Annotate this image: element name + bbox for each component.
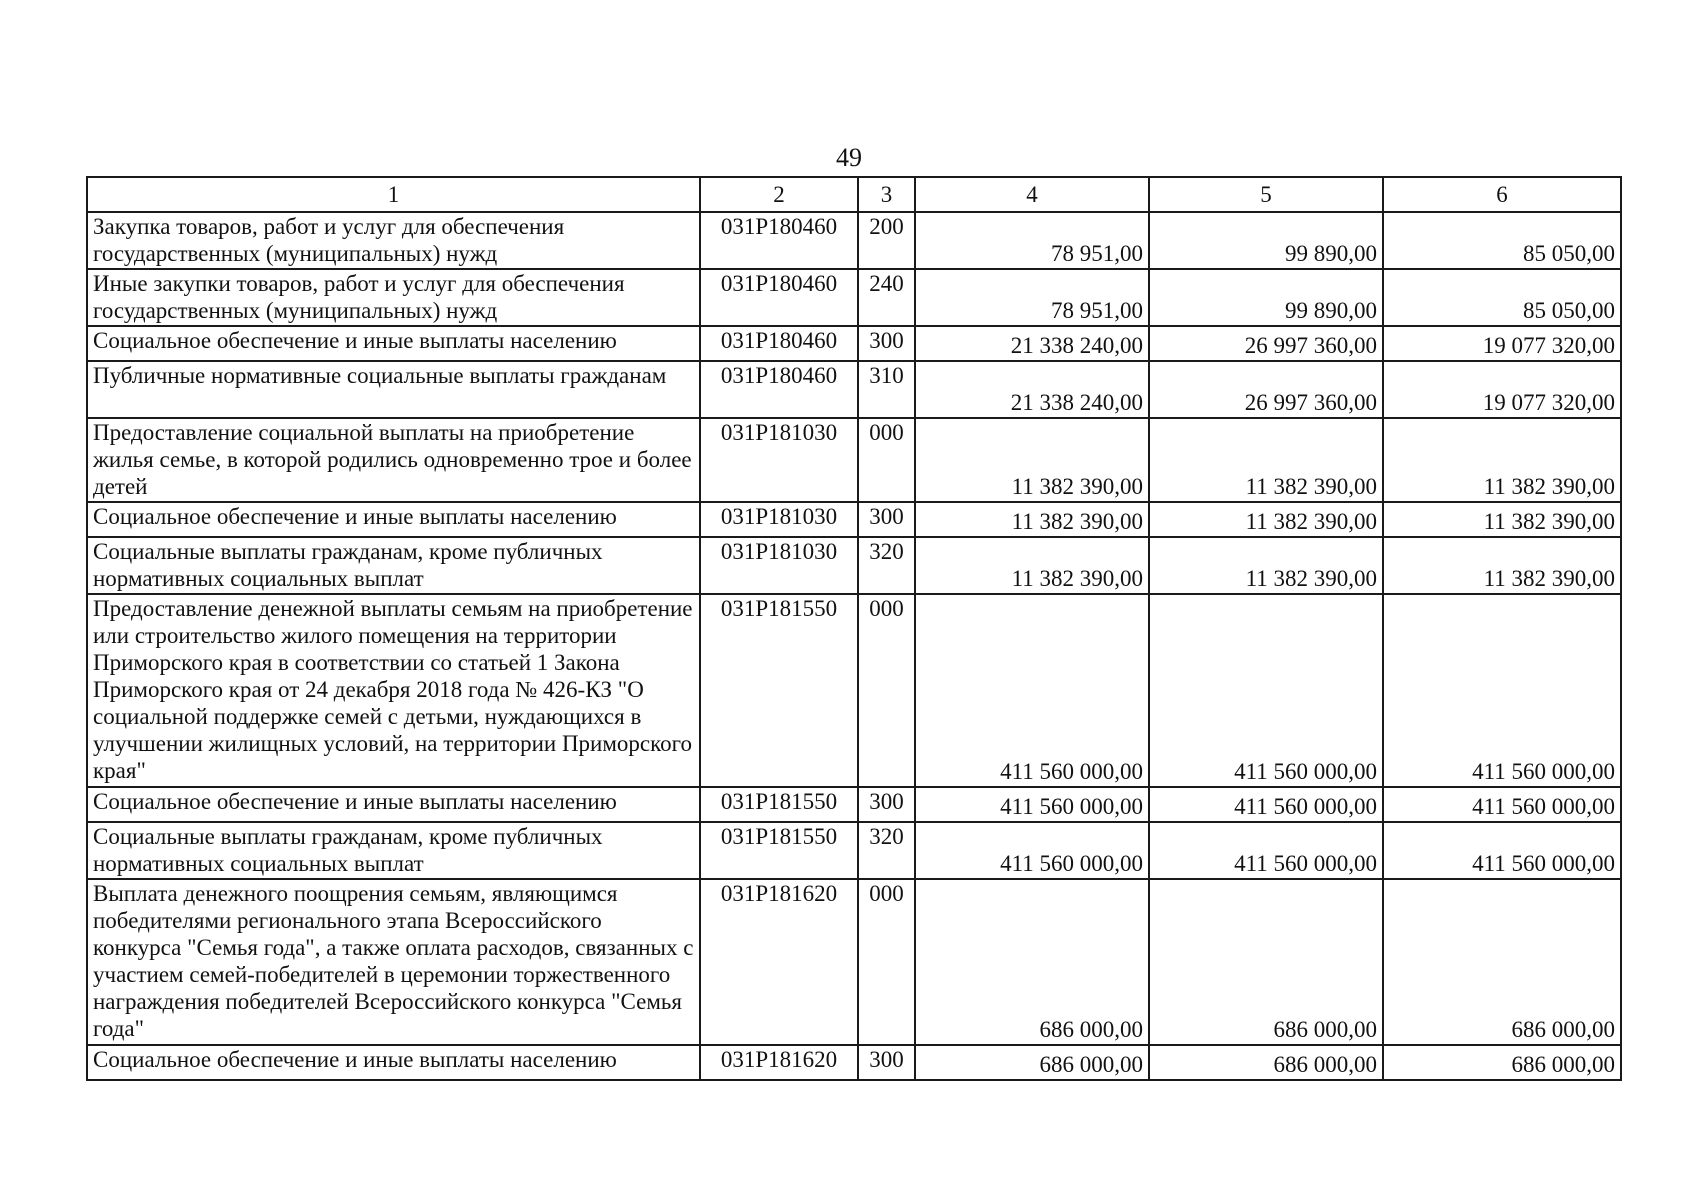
row-amount-2: 11 382 390,00	[1149, 502, 1383, 537]
row-amount-2: 26 997 360,00	[1149, 361, 1383, 418]
row-target-code: 031P180460	[700, 326, 858, 361]
row-expense-type: 240	[858, 269, 915, 326]
row-target-code: 031P180460	[700, 361, 858, 418]
table-row	[87, 361, 1621, 418]
row-expense-type: 000	[858, 594, 915, 787]
row-name: Социальные выплаты гражданам, кроме публичных нормативных социальных выплат	[87, 537, 700, 594]
column-header-6: 6	[1383, 177, 1621, 212]
row-target-code: 031P181620	[700, 1045, 858, 1080]
row-name: Социальное обеспечение и иные выплаты населению	[87, 787, 700, 822]
row-target-code: 031P181550	[700, 594, 858, 787]
row-amount-1: 78 951,00	[915, 269, 1149, 326]
row-expense-type: 300	[858, 787, 915, 822]
table-row	[87, 879, 1621, 1045]
row-amount-3: 11 382 390,00	[1383, 418, 1621, 502]
table-row	[87, 418, 1621, 502]
row-name: Закупка товаров, работ и услуг для обеспечения государственных (муниципальных) нужд	[87, 212, 700, 269]
row-target-code: 031P180460	[700, 269, 858, 326]
row-expense-type: 310	[858, 361, 915, 418]
table-row	[87, 212, 1621, 269]
row-expense-type: 000	[858, 418, 915, 502]
row-expense-type: 300	[858, 326, 915, 361]
row-amount-1: 11 382 390,00	[915, 537, 1149, 594]
row-expense-type: 320	[858, 822, 915, 879]
row-name: Социальное обеспечение и иные выплаты населению	[87, 326, 700, 361]
column-header-4: 4	[915, 177, 1149, 212]
row-amount-3: 411 560 000,00	[1383, 594, 1621, 787]
table-row	[87, 502, 1621, 537]
row-amount-3: 19 077 320,00	[1383, 361, 1621, 418]
row-target-code: 031P181030	[700, 418, 858, 502]
table-row	[87, 1045, 1621, 1080]
row-target-code: 031P181030	[700, 537, 858, 594]
table-row	[87, 822, 1621, 879]
row-amount-2: 411 560 000,00	[1149, 594, 1383, 787]
row-amount-3: 85 050,00	[1383, 269, 1621, 326]
row-amount-3: 11 382 390,00	[1383, 537, 1621, 594]
row-name: Предоставление денежной выплаты семьям на приобретение или строительство жилого помещения на территории Приморского края в соответствии со статьей 1 Закона Приморского края от 24 декабря 2018 года № 426-КЗ "О социальной поддержке семей с детьми, нуждающихся в улучшении жилищных условий, на территории Приморского края"	[87, 594, 700, 787]
column-header-1: 1	[87, 177, 700, 212]
table-row	[87, 787, 1621, 822]
row-amount-3: 85 050,00	[1383, 212, 1621, 269]
row-amount-1: 411 560 000,00	[915, 822, 1149, 879]
row-amount-2: 11 382 390,00	[1149, 418, 1383, 502]
row-amount-3: 11 382 390,00	[1383, 502, 1621, 537]
row-amount-1: 411 560 000,00	[915, 787, 1149, 822]
row-name: Социальное обеспечение и иные выплаты населению	[87, 502, 700, 537]
row-amount-3: 686 000,00	[1383, 879, 1621, 1045]
row-amount-3: 411 560 000,00	[1383, 787, 1621, 822]
row-amount-3: 411 560 000,00	[1383, 822, 1621, 879]
row-amount-2: 411 560 000,00	[1149, 822, 1383, 879]
row-amount-2: 11 382 390,00	[1149, 537, 1383, 594]
row-expense-type: 320	[858, 537, 915, 594]
row-amount-2: 686 000,00	[1149, 1045, 1383, 1080]
row-amount-2: 686 000,00	[1149, 879, 1383, 1045]
table-row	[87, 594, 1621, 787]
row-target-code: 031P181620	[700, 879, 858, 1045]
row-name: Социальные выплаты гражданам, кроме публичных нормативных социальных выплат	[87, 822, 700, 879]
row-amount-1: 11 382 390,00	[915, 418, 1149, 502]
row-amount-2: 99 890,00	[1149, 269, 1383, 326]
row-expense-type: 300	[858, 502, 915, 537]
row-name: Выплата денежного поощрения семьям, являющимся победителями регионального этапа Всероссийского конкурса "Семья года", а также оплата расходов, связанных с участием семей-победителей в церемонии торжественного награждения победителей Всероссийского конкурса "Семья года"	[87, 879, 700, 1045]
row-target-code: 031P181550	[700, 822, 858, 879]
budget-table-body	[87, 177, 1621, 1080]
row-name: Иные закупки товаров, работ и услуг для обеспечения государственных (муниципальных) нужд	[87, 269, 700, 326]
row-target-code: 031P181550	[700, 787, 858, 822]
page-number: 49	[836, 143, 862, 172]
column-header-5: 5	[1149, 177, 1383, 212]
row-amount-1: 411 560 000,00	[915, 594, 1149, 787]
row-amount-1: 686 000,00	[915, 1045, 1149, 1080]
row-name: Предоставление социальной выплаты на приобретение жилья семье, в которой родились одновременно трое и более детей	[87, 418, 700, 502]
row-amount-1: 21 338 240,00	[915, 326, 1149, 361]
table-row	[87, 326, 1621, 361]
row-amount-1: 686 000,00	[915, 879, 1149, 1045]
row-expense-type: 200	[858, 212, 915, 269]
row-target-code: 031P180460	[700, 212, 858, 269]
column-header-2: 2	[700, 177, 858, 212]
table-row	[87, 269, 1621, 326]
row-amount-2: 26 997 360,00	[1149, 326, 1383, 361]
row-amount-3: 686 000,00	[1383, 1045, 1621, 1080]
table-row	[87, 537, 1621, 594]
row-target-code: 031P181030	[700, 502, 858, 537]
row-amount-1: 21 338 240,00	[915, 361, 1149, 418]
row-expense-type: 000	[858, 879, 915, 1045]
row-amount-1: 78 951,00	[915, 212, 1149, 269]
row-amount-1: 11 382 390,00	[915, 502, 1149, 537]
row-amount-2: 411 560 000,00	[1149, 787, 1383, 822]
column-number-row	[87, 177, 1621, 212]
row-name: Социальное обеспечение и иные выплаты населению	[87, 1045, 700, 1080]
row-amount-2: 99 890,00	[1149, 212, 1383, 269]
row-amount-3: 19 077 320,00	[1383, 326, 1621, 361]
budget-table	[86, 176, 1622, 1081]
row-expense-type: 300	[858, 1045, 915, 1080]
row-name: Публичные нормативные социальные выплаты гражданам	[87, 361, 700, 418]
column-header-3: 3	[858, 177, 915, 212]
